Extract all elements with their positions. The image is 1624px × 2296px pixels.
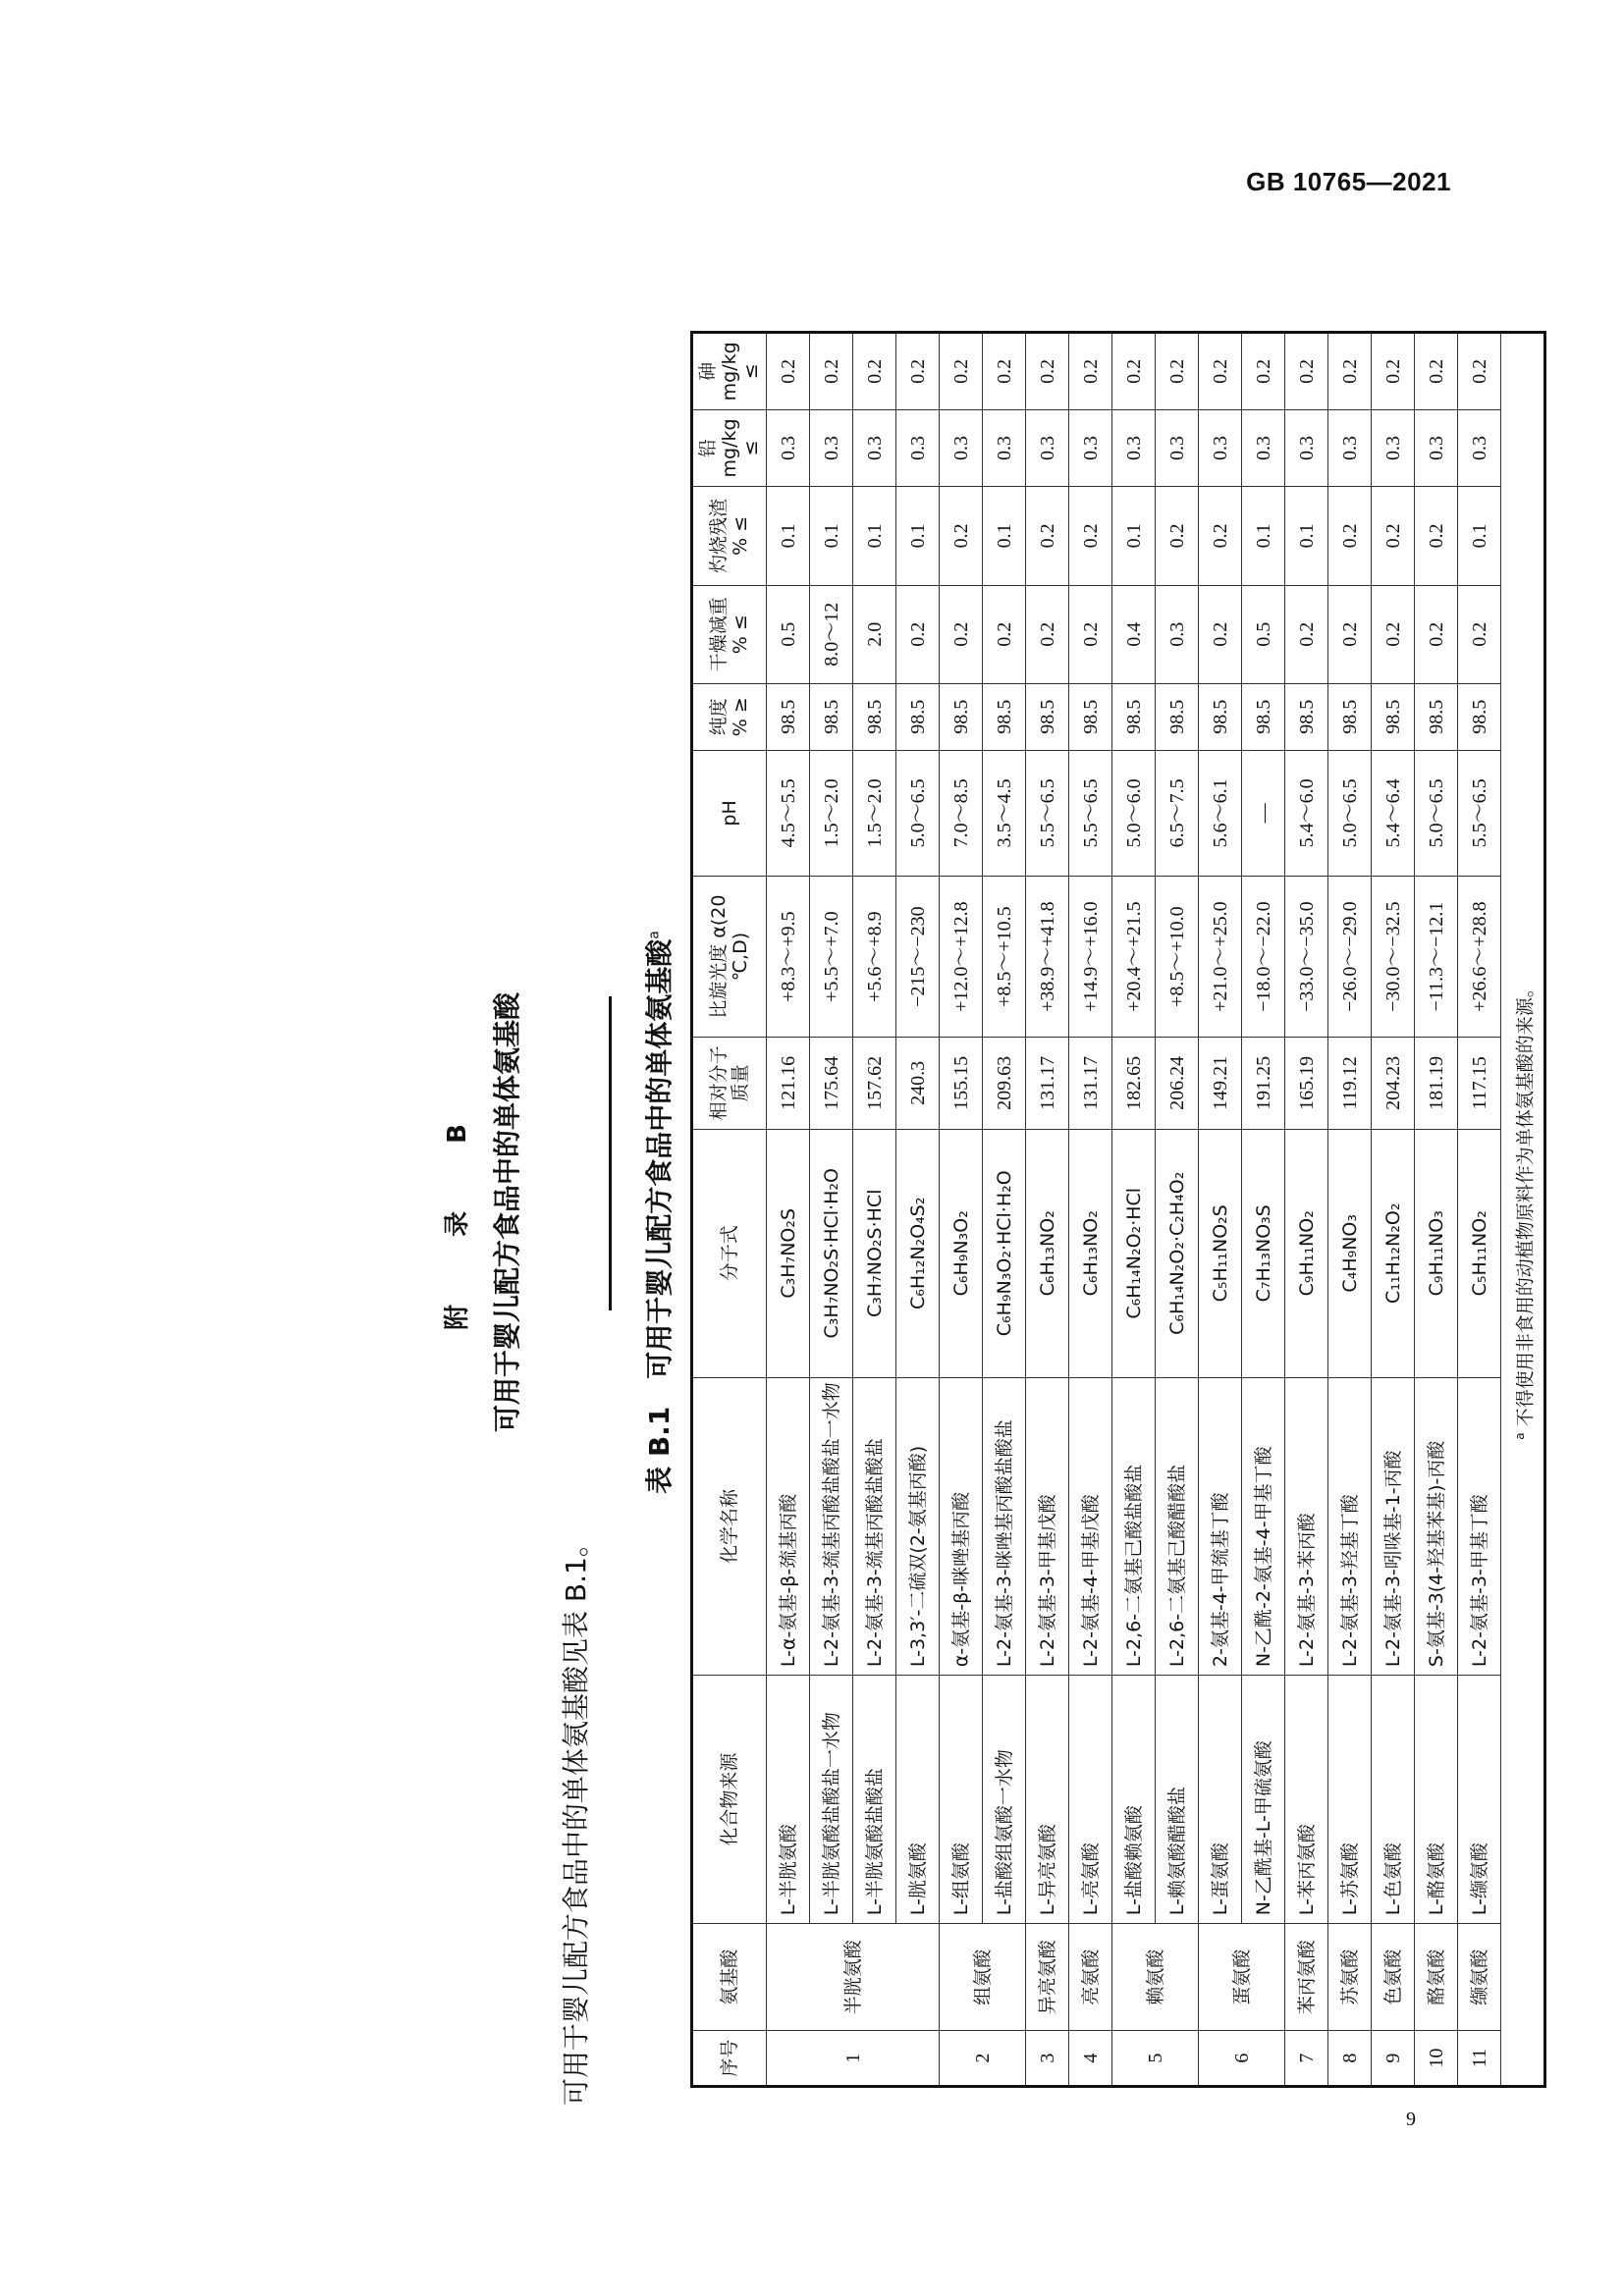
cell-source: L-色氨酸 — [1372, 1676, 1415, 1924]
cell-arsenic: 0.2 — [983, 333, 1026, 410]
cell-purity: 98.5 — [853, 683, 896, 750]
cell-rotation: +12.0～+12.8 — [940, 877, 983, 1038]
cell-lead: 0.3 — [1026, 409, 1069, 487]
cell-loss-drying: 0.2 — [983, 585, 1026, 683]
cell-arsenic: 0.2 — [767, 333, 810, 410]
cell-ph: 5.4～6.0 — [1285, 750, 1328, 877]
cell-formula: C₅H₁₁NO₂ — [1458, 1129, 1501, 1377]
cell-mol-weight: 240.3 — [896, 1037, 940, 1129]
header-amino-acid: 氨基酸 — [692, 1924, 767, 2031]
cell-source: N-乙酰基-L-甲硫氨酸 — [1242, 1676, 1285, 1924]
cell-lead: 0.3 — [940, 409, 983, 487]
cell-loss-drying: 0.5 — [767, 585, 810, 683]
cell-rotation: +8.5～+10.5 — [983, 877, 1026, 1038]
cell-source: L-苏氨酸 — [1328, 1676, 1372, 1924]
cell-formula: C₃H₇NO₂S·HCl — [853, 1129, 896, 1377]
cell-purity: 98.5 — [1415, 683, 1458, 750]
cell-ph: 5.6～6.1 — [1199, 750, 1242, 877]
cell-seq: 9 — [1372, 2031, 1415, 2087]
cell-seq: 2 — [940, 2031, 1026, 2087]
table-title-note-mark: a — [646, 931, 663, 939]
cell-arsenic: 0.2 — [940, 333, 983, 410]
cell-arsenic: 0.2 — [1372, 333, 1415, 410]
cell-rotation: +21.0～+25.0 — [1199, 877, 1242, 1038]
cell-formula: C₉H₁₁NO₂ — [1285, 1129, 1328, 1377]
cell-lead: 0.3 — [767, 409, 810, 487]
divider-line — [609, 996, 612, 1310]
cell-lead: 0.3 — [1199, 409, 1242, 487]
cell-arsenic: 0.2 — [1285, 333, 1328, 410]
appendix-title: 附 录 B — [443, 1095, 472, 1330]
cell-loss-drying: 0.2 — [1026, 585, 1069, 683]
header-lead: 铅 mg/kg ≤ — [692, 409, 767, 487]
cell-purity: 98.5 — [896, 683, 940, 750]
cell-residue: 0.2 — [1069, 487, 1112, 585]
cell-ph: 3.5～4.5 — [983, 750, 1026, 877]
cell-lead: 0.3 — [853, 409, 896, 487]
cell-arsenic: 0.2 — [853, 333, 896, 410]
cell-formula: C₃H₇NO₂S·HCl·H₂O — [810, 1129, 853, 1377]
standard-code: GB 10765—2021 — [1246, 167, 1451, 196]
cell-chem-name: α-氨基-β-咪唑基丙酸 — [940, 1377, 983, 1675]
cell-amino-acid: 组氨酸 — [940, 1924, 1026, 2031]
cell-mol-weight: 157.62 — [853, 1037, 896, 1129]
cell-source: L-盐酸组氨酸一水物 — [983, 1676, 1026, 1924]
table-row — [810, 333, 853, 2087]
cell-seq: 6 — [1199, 2031, 1285, 2087]
amino-acid-table — [690, 331, 1546, 2088]
cell-amino-acid: 苏氨酸 — [1328, 1924, 1372, 2031]
cell-formula: C₉H₁₁NO₃ — [1415, 1129, 1458, 1377]
cell-residue: 0.1 — [1112, 487, 1156, 585]
cell-residue: 0.2 — [1199, 487, 1242, 585]
cell-lead: 0.3 — [1156, 409, 1199, 487]
rotated-content — [358, 299, 1537, 2125]
cell-purity: 98.5 — [767, 683, 810, 750]
cell-source: L-酪氨酸 — [1415, 1676, 1458, 1924]
table-row — [1372, 333, 1415, 2087]
cell-loss-drying: 0.3 — [1156, 585, 1199, 683]
cell-mol-weight: 121.16 — [767, 1037, 810, 1129]
cell-ph: 7.0～8.5 — [940, 750, 983, 877]
cell-lead: 0.3 — [1328, 409, 1372, 487]
cell-amino-acid: 酪氨酸 — [1415, 1924, 1458, 2031]
cell-residue: 0.2 — [940, 487, 983, 585]
cell-purity: 98.5 — [1285, 683, 1328, 750]
header-source: 化合物来源 — [692, 1676, 767, 1924]
cell-ph: — — [1242, 750, 1285, 877]
cell-source: L-蛋氨酸 — [1199, 1676, 1242, 1924]
cell-formula: C₅H₁₁NO₂S — [1199, 1129, 1242, 1377]
cell-residue: 0.1 — [1242, 487, 1285, 585]
cell-lead: 0.3 — [1285, 409, 1328, 487]
cell-seq: 1 — [767, 2031, 940, 2087]
table-row — [983, 333, 1026, 2087]
cell-chem-name: S-氨基-3(4-羟基苯基)-丙酸 — [1415, 1377, 1458, 1675]
cell-seq: 10 — [1415, 2031, 1458, 2087]
cell-seq: 7 — [1285, 2031, 1328, 2087]
cell-residue: 0.1 — [1285, 487, 1328, 585]
cell-formula: C₄H₉NO₃ — [1328, 1129, 1372, 1377]
cell-amino-acid: 亮氨酸 — [1069, 1924, 1112, 2031]
cell-loss-drying: 0.5 — [1242, 585, 1285, 683]
cell-mol-weight: 155.15 — [940, 1037, 983, 1129]
cell-residue: 0.1 — [896, 487, 940, 585]
cell-lead: 0.3 — [983, 409, 1026, 487]
cell-ph: 5.4～6.4 — [1372, 750, 1415, 877]
cell-lead: 0.3 — [810, 409, 853, 487]
table-row — [1112, 333, 1156, 2087]
cell-rotation: −30.0～−32.5 — [1372, 877, 1415, 1038]
cell-seq: 3 — [1026, 2031, 1069, 2087]
table-row — [1069, 333, 1112, 2087]
cell-ph: 1.5～2.0 — [853, 750, 896, 877]
cell-source: L-组氨酸 — [940, 1676, 983, 1924]
table-row — [1328, 333, 1372, 2087]
cell-source: L-缬氨酸 — [1458, 1676, 1501, 1924]
cell-rotation: +26.6～+28.8 — [1458, 877, 1501, 1038]
cell-formula: C₇H₁₃NO₃S — [1242, 1129, 1285, 1377]
cell-ph: 5.0～6.5 — [1415, 750, 1458, 877]
cell-arsenic: 0.2 — [1328, 333, 1372, 410]
cell-mol-weight: 175.64 — [810, 1037, 853, 1129]
table-title-text: 表 B.1 可用于婴儿配方食品中的单体氨基酸 — [643, 938, 676, 1494]
cell-chem-name: L-2-氨基-3-咪唑基丙酸盐酸盐 — [983, 1377, 1026, 1675]
cell-source: L-盐酸赖氨酸 — [1112, 1676, 1156, 1924]
cell-amino-acid: 半胱氨酸 — [767, 1924, 940, 2031]
cell-arsenic: 0.2 — [1242, 333, 1285, 410]
cell-purity: 98.5 — [940, 683, 983, 750]
cell-arsenic: 0.2 — [1112, 333, 1156, 410]
cell-chem-name: L-2,6-二氨基己酸盐酸盐 — [1112, 1377, 1156, 1675]
cell-source: L-胱氨酸 — [896, 1676, 940, 1924]
cell-loss-drying: 0.2 — [1199, 585, 1242, 683]
table-row — [1415, 333, 1458, 2087]
header-residue: 灼烧残渣 % ≤ — [692, 487, 767, 585]
cell-mol-weight: 206.24 — [1156, 1037, 1199, 1129]
cell-amino-acid: 缬氨酸 — [1458, 1924, 1501, 2031]
cell-purity: 98.5 — [1199, 683, 1242, 750]
cell-rotation: −33.0～−35.0 — [1285, 877, 1328, 1038]
cell-residue: 0.1 — [810, 487, 853, 585]
cell-purity: 98.5 — [1242, 683, 1285, 750]
footnote-text: 不得使用非食用的动植物原料作为单体氨基酸的来源。 — [1514, 979, 1537, 1427]
cell-rotation: +5.5～+7.0 — [810, 877, 853, 1038]
cell-arsenic: 0.2 — [810, 333, 853, 410]
header-seq: 序号 — [692, 2031, 767, 2087]
cell-arsenic: 0.2 — [1069, 333, 1112, 410]
cell-formula: C₃H₇NO₂S — [767, 1129, 810, 1377]
cell-purity: 98.5 — [1156, 683, 1199, 750]
cell-seq: 8 — [1328, 2031, 1372, 2087]
cell-purity: 98.5 — [1112, 683, 1156, 750]
cell-rotation: +5.6～+8.9 — [853, 877, 896, 1038]
cell-chem-name: L-3,3′-二硫双(2-氨基丙酸) — [896, 1377, 940, 1675]
cell-formula: C₆H₁₃NO₂ — [1069, 1129, 1112, 1377]
cell-mol-weight: 131.17 — [1026, 1037, 1069, 1129]
cell-mol-weight: 191.25 — [1242, 1037, 1285, 1129]
cell-arsenic: 0.2 — [1458, 333, 1501, 410]
cell-ph: 4.5～5.5 — [767, 750, 810, 877]
cell-amino-acid: 色氨酸 — [1372, 1924, 1415, 2031]
appendix-intro: 可用于婴儿配方食品中的单体氨基酸见表 B.1。 — [560, 1529, 592, 2106]
cell-ph: 5.0～6.0 — [1112, 750, 1156, 877]
cell-lead: 0.3 — [1069, 409, 1112, 487]
header-mol-weight: 相对分子质量 — [692, 1037, 767, 1129]
cell-formula: C₆H₁₄N₂O₂·C₂H₄O₂ — [1156, 1129, 1199, 1377]
table-row — [853, 333, 896, 2087]
table-footnote-row — [1501, 333, 1545, 2087]
cell-amino-acid: 苯丙氨酸 — [1285, 1924, 1328, 2031]
cell-purity: 98.5 — [1328, 683, 1372, 750]
cell-source: L-异亮氨酸 — [1026, 1676, 1069, 1924]
table-row — [1242, 333, 1285, 2087]
cell-loss-drying: 0.2 — [1285, 585, 1328, 683]
cell-rotation: −215～−230 — [896, 877, 940, 1038]
header-chem-name: 化学名称 — [692, 1377, 767, 1675]
table-row — [896, 333, 940, 2087]
cell-chem-name: L-α-氨基-β-巯基丙酸 — [767, 1377, 810, 1675]
cell-rotation: −18.0～−22.0 — [1242, 877, 1285, 1038]
appendix-subtitle: 可用于婴儿配方食品中的单体氨基酸 — [491, 992, 523, 1433]
cell-source: L-亮氨酸 — [1069, 1676, 1112, 1924]
header-arsenic: 砷 mg/kg ≤ — [692, 333, 767, 410]
cell-ph: 5.5～6.5 — [1069, 750, 1112, 877]
cell-chem-name: L-2-氨基-3-甲基戊酸 — [1026, 1377, 1069, 1675]
cell-lead: 0.3 — [1415, 409, 1458, 487]
cell-chem-name: L-2-氨基-3-吲哚基-1-丙酸 — [1372, 1377, 1415, 1675]
header-rotation: 比旋光度 α(20 ℃,D) — [692, 877, 767, 1038]
cell-residue: 0.2 — [1372, 487, 1415, 585]
cell-chem-name: L-2-氨基-3-巯基丙酸盐酸盐一水物 — [810, 1377, 853, 1675]
cell-seq: 4 — [1069, 2031, 1112, 2087]
cell-chem-name: L-2-氨基-3-苯丙酸 — [1285, 1377, 1328, 1675]
cell-purity: 98.5 — [810, 683, 853, 750]
cell-source: L-赖氨酸醋酸盐 — [1156, 1676, 1199, 1924]
cell-mol-weight: 117.15 — [1458, 1037, 1501, 1129]
cell-formula: C₆H₉N₃O₂ — [940, 1129, 983, 1377]
cell-residue: 0.2 — [1328, 487, 1372, 585]
cell-formula: C₆H₉N₃O₂·HCl·H₂O — [983, 1129, 1026, 1377]
cell-lead: 0.3 — [896, 409, 940, 487]
footnote-mark: a — [1512, 1432, 1527, 1440]
cell-arsenic: 0.2 — [1415, 333, 1458, 410]
cell-chem-name: N-乙酰-2-氨基-4-甲基丁酸 — [1242, 1377, 1285, 1675]
table-row — [1199, 333, 1242, 2087]
cell-chem-name: L-2-氨基-3-巯基丙酸盐酸盐 — [853, 1377, 896, 1675]
page-number: 9 — [1406, 2109, 1416, 2130]
cell-ph: 1.5～2.0 — [810, 750, 853, 877]
cell-chem-name: 2-氨基-4-甲巯基丁酸 — [1199, 1377, 1242, 1675]
table-footnote — [1501, 333, 1545, 2087]
cell-mol-weight: 165.19 — [1285, 1037, 1328, 1129]
cell-lead: 0.3 — [1458, 409, 1501, 487]
cell-loss-drying: 2.0 — [853, 585, 896, 683]
cell-loss-drying: 0.2 — [1372, 585, 1415, 683]
table-row — [1285, 333, 1328, 2087]
cell-purity: 98.5 — [1372, 683, 1415, 750]
cell-rotation: +14.9～+16.0 — [1069, 877, 1112, 1038]
cell-rotation: +8.3～+9.5 — [767, 877, 810, 1038]
cell-rotation: +8.5～+10.0 — [1156, 877, 1199, 1038]
cell-chem-name: L-2-氨基-4-甲基戊酸 — [1069, 1377, 1112, 1675]
table-row — [940, 333, 983, 2087]
cell-ph: 6.5～7.5 — [1156, 750, 1199, 877]
cell-arsenic: 0.2 — [1026, 333, 1069, 410]
cell-amino-acid: 赖氨酸 — [1112, 1924, 1199, 2031]
table-title — [638, 299, 677, 2125]
cell-rotation: −11.3～−12.1 — [1415, 877, 1458, 1038]
cell-residue: 0.1 — [853, 487, 896, 585]
cell-mol-weight: 149.21 — [1199, 1037, 1242, 1129]
cell-lead: 0.3 — [1372, 409, 1415, 487]
cell-loss-drying: 0.2 — [1328, 585, 1372, 683]
cell-loss-drying: 8.0～12 — [810, 585, 853, 683]
table-row — [767, 333, 810, 2087]
cell-formula: C₆H₁₂N₂O₄S₂ — [896, 1129, 940, 1377]
cell-rotation: +38.9～+41.8 — [1026, 877, 1069, 1038]
cell-ph: 5.0～6.5 — [1328, 750, 1372, 877]
cell-lead: 0.3 — [1112, 409, 1156, 487]
cell-arsenic: 0.2 — [1156, 333, 1199, 410]
table-header-row — [692, 333, 767, 2087]
cell-formula: C₆H₁₃NO₂ — [1026, 1129, 1069, 1377]
cell-seq: 5 — [1112, 2031, 1199, 2087]
cell-residue: 0.2 — [1026, 487, 1069, 585]
cell-loss-drying: 0.2 — [1069, 585, 1112, 683]
table-row — [1156, 333, 1199, 2087]
cell-rotation: +20.4～+21.5 — [1112, 877, 1156, 1038]
table-row — [1458, 333, 1501, 2087]
cell-chem-name: L-2-氨基-3-羟基丁酸 — [1328, 1377, 1372, 1675]
cell-loss-drying: 0.2 — [940, 585, 983, 683]
cell-mol-weight: 209.63 — [983, 1037, 1026, 1129]
cell-loss-drying: 0.2 — [1415, 585, 1458, 683]
cell-chem-name: L-2-氨基-3-甲基丁酸 — [1458, 1377, 1501, 1675]
header-ph: pH — [692, 750, 767, 877]
cell-source: L-半胱氨酸 — [767, 1676, 810, 1924]
cell-loss-drying: 0.2 — [1458, 585, 1501, 683]
cell-arsenic: 0.2 — [1199, 333, 1242, 410]
cell-loss-drying: 0.4 — [1112, 585, 1156, 683]
cell-source: L-半胱氨酸盐酸盐一水物 — [810, 1676, 853, 1924]
cell-loss-drying: 0.2 — [896, 585, 940, 683]
table-body — [767, 333, 1501, 2087]
cell-residue: 0.1 — [983, 487, 1026, 585]
cell-mol-weight: 131.17 — [1069, 1037, 1112, 1129]
cell-amino-acid: 异亮氨酸 — [1026, 1924, 1069, 2031]
cell-source: L-半胱氨酸盐酸盐 — [853, 1676, 896, 1924]
cell-residue: 0.1 — [1458, 487, 1501, 585]
cell-purity: 98.5 — [983, 683, 1026, 750]
table-row — [1026, 333, 1069, 2087]
cell-formula: C₆H₁₄N₂O₂·HCl — [1112, 1129, 1156, 1377]
cell-lead: 0.3 — [1242, 409, 1285, 487]
cell-arsenic: 0.2 — [896, 333, 940, 410]
cell-amino-acid: 蛋氨酸 — [1199, 1924, 1285, 2031]
cell-residue: 0.1 — [767, 487, 810, 585]
header-formula: 分子式 — [692, 1129, 767, 1377]
header-purity: 纯度 % ≥ — [692, 683, 767, 750]
cell-purity: 98.5 — [1026, 683, 1069, 750]
cell-mol-weight: 119.12 — [1328, 1037, 1372, 1129]
cell-mol-weight: 181.19 — [1415, 1037, 1458, 1129]
cell-ph: 5.0～6.5 — [896, 750, 940, 877]
cell-chem-name: L-2,6-二氨基己酸醋酸盐 — [1156, 1377, 1199, 1675]
cell-mol-weight: 182.65 — [1112, 1037, 1156, 1129]
cell-formula: C₁₁H₁₂N₂O₂ — [1372, 1129, 1415, 1377]
cell-source: L-苯丙氨酸 — [1285, 1676, 1328, 1924]
cell-purity: 98.5 — [1458, 683, 1501, 750]
header-loss-drying: 干燥减重 % ≤ — [692, 585, 767, 683]
cell-rotation: −26.0～−29.0 — [1328, 877, 1372, 1038]
cell-ph: 5.5～6.5 — [1458, 750, 1501, 877]
cell-ph: 5.5～6.5 — [1026, 750, 1069, 877]
cell-residue: 0.2 — [1415, 487, 1458, 585]
cell-seq: 11 — [1458, 2031, 1501, 2087]
cell-purity: 98.5 — [1069, 683, 1112, 750]
cell-residue: 0.2 — [1156, 487, 1199, 585]
cell-mol-weight: 204.23 — [1372, 1037, 1415, 1129]
